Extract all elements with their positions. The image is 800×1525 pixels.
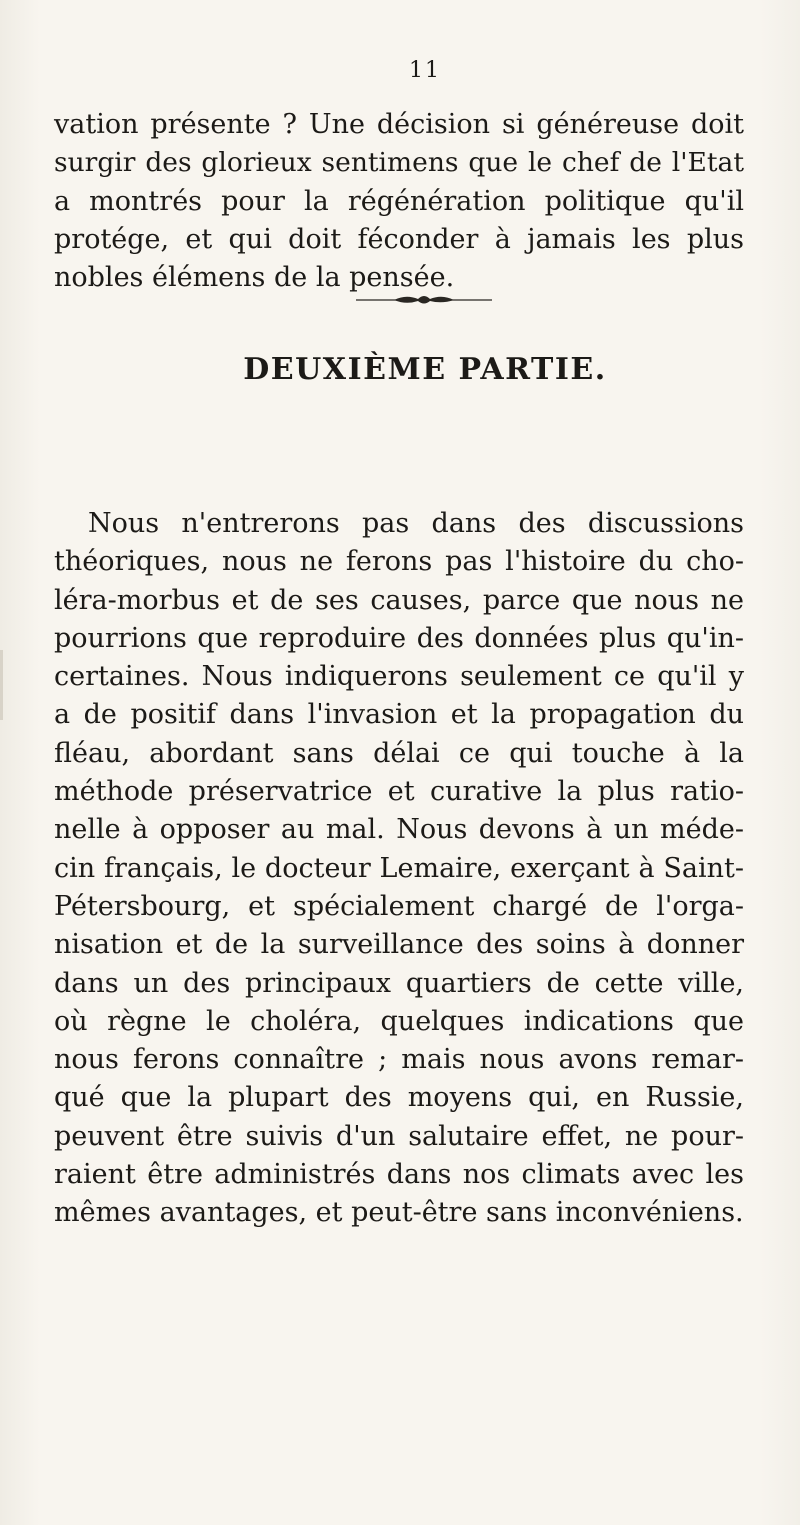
top-paragraph [54, 106, 744, 297]
text-line: où règne le choléra, quelques indications que [54, 1005, 744, 1037]
text-line: dans un des principaux quartiers de cette ville, [54, 967, 744, 999]
text-line: nobles élémens de la pensée. [54, 262, 455, 294]
main-paragraph [54, 505, 744, 1233]
text-line: a de positif dans l'invasion et la propagation du [54, 699, 744, 731]
text-line: vation présente ? Une décision si généreuse doit [54, 109, 744, 140]
page-edge-mark [0, 650, 3, 720]
text-line: peuvent être suivis d'un salutaire effet, ne pour- [54, 1120, 744, 1152]
text-line: protége, et qui doit féconder à jamais les plus [54, 223, 744, 255]
text-line: a montrés pour la régénération politique qu'il [54, 185, 744, 217]
text-line: nous ferons connaître ; mais nous avons remar- [54, 1044, 744, 1076]
text-line: nelle à opposer au mal. Nous devons à un méde- [54, 814, 744, 846]
text-line: nisation et de la surveillance des soins à donner [54, 929, 744, 961]
text-line: qué que la plupart des moyens qui, en Russie, [54, 1082, 744, 1114]
text-line: certaines. Nous indiquerons seulement ce qu'il y [54, 661, 744, 693]
page-number: 11 [409, 58, 441, 83]
ornament-divider-icon [354, 290, 494, 310]
text-line: mêmes avantages, et peut-être sans inconvéniens. [54, 1197, 744, 1229]
text-line: cin français, le docteur Lemaire, exerçant à Saint- [54, 852, 744, 884]
text-line: Pétersbourg, et spécialement chargé de l'orga- [54, 890, 744, 922]
text-line: fléau, abordant sans délai ce qui touche à la [54, 737, 744, 769]
text-line: raient être administrés dans nos climats avec les [54, 1159, 744, 1191]
text-line: surgir des glorieux sentimens que le chef de l'Etat [54, 147, 744, 179]
text-line: pourrions que reproduire des données plus qu'in- [54, 622, 744, 654]
text-line: méthode préservatrice et curative la plus ratio- [54, 776, 744, 808]
section-heading: DEUXIÈME PARTIE. [243, 352, 607, 387]
text-line: théoriques, nous ne ferons pas l'histoire du cho- [54, 546, 744, 578]
text-line: Nous n'entrerons pas dans des discussions [88, 508, 744, 539]
text-line: léra-morbus et de ses causes, parce que nous ne [54, 584, 744, 616]
